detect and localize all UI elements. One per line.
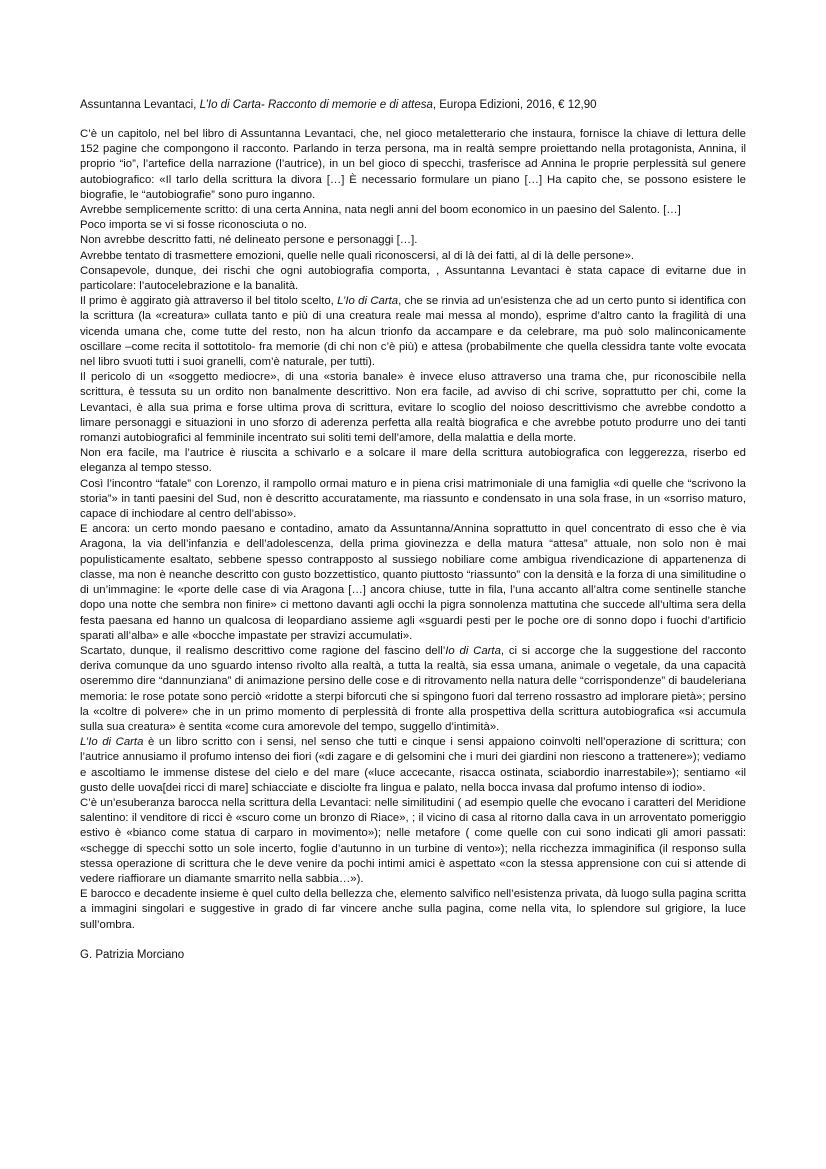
paragraph-text: è un libro scritto con i sensi, nel senso che tutti e cinque i sensi appaiono coinvolti nell’operazione di scrittura; con l’autrice annusiamo il profumo intenso dei fiori («di zagare e di gelsomini che i muri dei giardini non riescono a trattenere»); vediamo e ascoltiamo le immense distese del cielo e del mare («luce accecante, risacca ostinata, sciabordio inarrestabile»); sentiamo «il gusto delle uova[dei ricci di mare] schiacciate e disciolte fra lingua e palato, nella bocca invasa dal profumo intenso di iodio». [80,736,746,794]
document-page [80,98,746,963]
book-title: L’Io di Carta- Racconto di memorie e di attesa [199,99,433,111]
review-paragraph [80,370,746,446]
paragraph-text: Il primo è aggirato già attraverso il bel titolo scelto, [80,295,338,308]
review-paragraph [80,446,746,476]
paragraph-text: C’è un capitolo, nel bel libro di Assuntanna Levantaci, che, nel gioco metaletterario che instaura, fornisce la chiave di lettura delle 152 pagine che compongono il racconto. Parlando in terza persona, ma in realtà sempre proiettando nella protagonista, Annina, il proprio “io”, l’artefice della narrazione (l’autrice), in un bel gioco di specchi, trasferisce ad Annina le proprie perplessità sul genere autobiografico: «Il tarlo della scrittura la divora […] È necessario formulare un piano […] Ha capito che, se possono esistere le biografie, le “autobiografie” sono puro inganno. [80,128,746,201]
review-paragraph [80,294,746,370]
review-paragraph [80,203,746,218]
book-reference [80,98,746,113]
paragraph-text: Avrebbe semplicemente scritto: di una certa Annina, nata negli anni del boom economico in un paesino del Salento. […] [80,204,681,217]
review-paragraph [80,735,746,796]
paragraph-text: Non avrebbe descritto fatti, né delineato persone e personaggi […]. [80,234,418,247]
paragraph-text: Avrebbe tentato di trasmettere emozioni, quelle nelle quali riconoscersi, al di là dei fatti, al di là delle persone». [80,249,635,262]
paragraph-text: Non era facile, ma l’autrice è riuscita a schivarlo e a solcare il mare della scrittura autobiografica con leggerezza, riserbo ed eleganza al tempo stesso. [80,447,746,475]
review-paragraph [80,233,746,248]
review-paragraph [80,477,746,523]
paragraph-text: , ci si accorge che la suggestione del racconto deriva comunque da uno sguardo intenso rivolto alla realtà, a tutta la realtà, sia essa umana, animale o vegetale, da una capacità oseremmo dire “dannunziana” di animazione persino delle cose e di ritrovamento nella natura delle “corrispondenze” di baudeleriana memoria: le rose potate sono perciò «ridotte a sterpi biforcuti che si spingono fuori dal terreno rossastro ad implorare pietà»; persino la «coltre di polvere» che in un primo momento di perplessità di fronte alla prospettiva della scrittura autobiografica «si accumula sulla sua creatura» è sentita «come cura amorevole del tempo, suggello d’intimità». [80,644,746,733]
paragraph-text: Consapevole, dunque, dei rischi che ogni autobiografia comporta, , Assuntanna Levantaci è stata capace di evitarne due in particolare: l’autocelebrazione e la banalità. [80,264,746,293]
paragraph-text: C’è un’esuberanza barocca nella scrittura della Levantaci: nelle similitudini ( ad esempio quelle che evocano i caratteri del Meridione salentino: il venditore di ricci è «scuro come un bronzo di Riace», ; il vicino di casa al ritorno dalla cava in un arroventato pomeriggio estivo è «bianco come statua di carparo in movimento»); nelle metafore ( come quelle con cui sono indicati gli amori passati: «schegge di specchi sotto un sole incerto, foglie d’autunno in un turbine di vento»); nella ricchezza immaginifica (il responso sulla stessa operazione di scrittura che le deve venire da pochi intimi amici è aspettato «con la stessa apprensione con cui si attende di vedere riaffiorare un diamante smarrito nella sabbia…»). [80,796,746,885]
italic-title-mention: L’Io di Carta [337,295,399,308]
book-publisher: , Europa Edizioni, 2016, € 12,90 [432,99,597,111]
paragraph-text: Così l’incontro “fatale” con Lorenzo, il rampollo ormai maturo e in piena crisi matrimoniale di una famiglia «di quelle che “scrivono la storia”» in tanti paesini del Sud, non è descritto accuratamente, ma riassunto e condensato in una sola frase, in un «sorriso maturo, capace di inchiodare al centro dell’abisso». [80,477,746,521]
italic-title-mention: Io di Carta [445,644,501,657]
review-paragraph [80,264,746,294]
paragraph-text: Il pericolo di un «soggetto mediocre», di una «storia banale» è invece eluso attraverso una trama che, pur riconoscibile nella scrittura, è tessuta su un ordito non banalmente descrittivo. Non era facile, ad avviso di chi scrive, soprattutto per chi, come la Levantaci, è alla sua prima e forse ultima prova di scrittura, evitare lo scoglio del noioso descrittivismo che avrebbe condotto a limare personaggi e situazioni in uno sforzo di aderenza perfetta alla realtà biografica e che avrebbe potuto produrre uno dei tanti romanzi autobiografici al femminile incentrato sui soliti temi dell’amore, della malattia e della morte. [80,371,746,445]
author-signature: G. Patrizia Morciano [80,948,185,961]
paragraph-text: E ancora: un certo mondo paesano e contadino, amato da Assuntanna/Annina soprattutto in quel concentrato di esso che è via Aragona, la via dell’infanzia e dell’adolescenza, della prima giovinezza e della matura “attesa” attuale, non solo non è mai populisticamente esaltato, sebbene spesso contrapposto al sussiego nobiliare come ambigua rivendicazione di appartenenza di classe, ma non è neanche descritto con gusto bozzettistico, quanto piuttosto “riassunto” con la densità e la forza di una similitudine o di un’immagine: le «porte delle case di via Aragona […] ancora chiuse, tutte in fila, l’una accanto all’altra come sentinelle stanche dopo una notte che sembra non finire» ci mettono davanti agli occhi la pigra sonnolenza mattutina che succede all’ultima sera della festa paesana ed hanno un qualcosa di leopardiano assieme agli «sguardi pesti per le poche ore di sonno dopo i fuochi d’artificio sparati all’alba» e alle «bocche impastate per stravizi accumulati». [80,523,746,642]
italic-title-mention: L’Io di Carta [80,736,144,749]
paragraph-text: E barocco e decadente insieme è quel culto della bellezza che, elemento salvifico nell’esistenza privata, dà luogo sulla pagina scritta a immagini singolari e suggestive in grado di far vincere anche sulla pagina, come nella vita, lo splendore sul grigiore, la luce sull’ombra. [80,888,746,931]
review-paragraph [80,796,746,887]
review-paragraph [80,522,746,644]
review-body [80,127,746,933]
review-paragraph [80,218,746,233]
review-paragraph [80,644,746,735]
paragraph-text: , che se rinvia ad un’esistenza che ad un certo punto si identifica con la scrittura (la «creatura» cullata tanto e più di una creatura reale mai messa al mondo), esprime d’altro canto la fragilità di una vicenda umana che, come tutte del resto, non ha alcun trionfo da accampare e da celebrare, ma può solo malinconicamente oscillare –come recita il sottotitolo- fra memorie (di chi non c’è più) e attesa (probabilmente che quella clessidra tante volte evocata nel libro svuoti tutti i suoi granelli, com’è naturale, per tutti). [80,295,746,369]
paragraph-text: Scartato, dunque, il realismo descrittivo come ragione del fascino dell’ [80,644,446,657]
review-paragraph [80,887,746,933]
book-author: Assuntanna Levantaci, [80,99,200,111]
review-paragraph [80,127,746,203]
paragraph-text: Poco importa se vi si fosse riconosciuta o no. [80,219,307,232]
review-paragraph [80,249,746,264]
